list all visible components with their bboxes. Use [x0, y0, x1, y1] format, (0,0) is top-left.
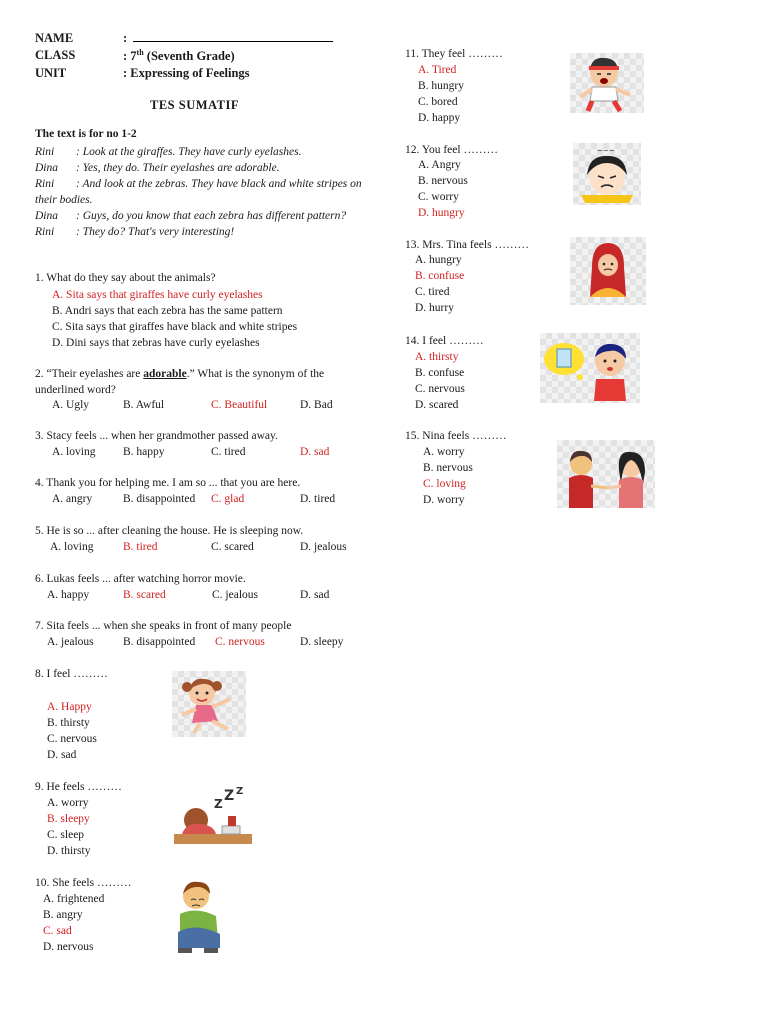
- question-11-options: [418, 62, 464, 126]
- option-a[interactable]: A. Sita says that giraffes have curly eyelashes: [52, 289, 263, 301]
- question-4-options: [52, 491, 335, 507]
- speaker: Dina: [35, 210, 58, 222]
- question-13: 13. Mrs. Tina feels ………: [405, 239, 529, 251]
- dialogue-line: [35, 208, 365, 224]
- question-11: 11. They feel ………: [405, 48, 503, 60]
- question-15-options: [423, 444, 473, 508]
- option-c[interactable]: C. scared: [211, 541, 254, 553]
- speaker: Rini: [35, 146, 55, 158]
- option-d[interactable]: D. Dini says that zebras have curly eyelashes: [52, 337, 260, 349]
- svg-text:~~~: ~~~: [597, 147, 615, 155]
- option-c[interactable]: C. sad: [43, 925, 72, 937]
- option-d[interactable]: D. jealous: [300, 541, 347, 553]
- option-a[interactable]: A. Tired: [418, 64, 457, 76]
- option-b[interactable]: B. angry: [43, 909, 83, 921]
- option-c[interactable]: C. tired: [415, 286, 450, 298]
- option-a[interactable]: A. frightened: [43, 893, 105, 905]
- question-6: 6. Lukas feels ... after watching horror movie.: [35, 573, 246, 585]
- option-d[interactable]: D. nervous: [43, 941, 94, 953]
- question-7-options: [47, 634, 343, 650]
- option-d[interactable]: D. hungry: [418, 207, 465, 219]
- option-a[interactable]: A. loving: [50, 541, 94, 553]
- question-3-options: [52, 444, 329, 460]
- option-b[interactable]: B. disappointed: [123, 636, 196, 648]
- option-c[interactable]: C. nervous: [47, 733, 97, 745]
- option-a[interactable]: A. jealous: [47, 636, 94, 648]
- class-label: CLASS: [35, 48, 76, 62]
- sleepy-boy-illustration: [172, 786, 254, 848]
- question-4: 4. Thank you for helping me. I am so ... that you are here.: [35, 477, 301, 489]
- option-b[interactable]: B. confuse: [415, 367, 465, 379]
- question-13-options: [415, 252, 464, 316]
- option-a[interactable]: A. loving: [52, 446, 96, 458]
- option-c[interactable]: C. loving: [423, 478, 466, 490]
- option-a[interactable]: A. Angry: [418, 159, 461, 171]
- question-8-options: [47, 699, 97, 763]
- option-d[interactable]: D. sleepy: [300, 636, 344, 648]
- svg-text:Z: Z: [236, 786, 244, 797]
- option-c[interactable]: C. tired: [211, 446, 246, 458]
- question-9: 9. He feels ………: [35, 781, 122, 793]
- question-9-options: [47, 795, 90, 859]
- option-c[interactable]: C. nervous: [215, 636, 265, 648]
- option-b[interactable]: B. Andri says that each zebra has the same pattern: [52, 305, 283, 317]
- question-12: 12. You feel ………: [405, 144, 498, 156]
- option-c[interactable]: C. glad: [211, 493, 245, 505]
- class-sup: th: [136, 48, 144, 57]
- option-d[interactable]: D. hurry: [415, 302, 454, 314]
- option-d[interactable]: D. thirsty: [47, 845, 91, 857]
- speaker: Rini: [35, 178, 55, 190]
- question-15: 15. Nina feels ………: [405, 430, 507, 442]
- option-a[interactable]: A. worry: [423, 446, 465, 458]
- line-text: : And look at the zebras. They have black and white stripes on their bodies.: [35, 178, 362, 206]
- question-2-options: [52, 397, 333, 413]
- name-blank-line: [133, 31, 333, 42]
- question-1-options: [52, 287, 297, 351]
- question-1: 1. What do they say about the animals?: [35, 272, 216, 284]
- question-3: 3. Stacy feels ... when her grandmother passed away.: [35, 430, 278, 442]
- option-d[interactable]: D. worry: [423, 494, 465, 506]
- question-8: 8. I feel ………: [35, 668, 108, 680]
- class-value-post: (Seventh Grade): [143, 49, 235, 64]
- passage-heading: The text is for no 1-2: [35, 128, 137, 140]
- page-title: TES SUMATIF: [150, 98, 239, 112]
- option-b[interactable]: B. thirsty: [47, 717, 90, 729]
- option-d[interactable]: D. scared: [415, 399, 459, 411]
- question-10-options: [43, 891, 104, 955]
- unit-label: UNIT: [35, 66, 67, 80]
- option-b[interactable]: B. happy: [123, 446, 165, 458]
- q2-underlined-word: adorable: [143, 368, 187, 380]
- question-7: 7. Sita feels ... when she speaks in front of many people: [35, 620, 292, 632]
- question-14-options: [415, 349, 465, 413]
- sad-boy-illustration: [172, 878, 226, 954]
- class-row: [35, 48, 235, 64]
- option-d[interactable]: D. sad: [47, 749, 77, 761]
- option-a[interactable]: A. angry: [52, 493, 93, 505]
- svg-text:Z: Z: [224, 788, 235, 804]
- question-10: 10. She feels ………: [35, 877, 132, 889]
- dialogue-line: [35, 224, 365, 240]
- question-12-options: [418, 157, 468, 221]
- line-text: : Yes, they do. Their eyelashes are adorable.: [76, 162, 280, 174]
- name-label: NAME: [35, 31, 74, 45]
- option-b[interactable]: B. confuse: [415, 270, 465, 282]
- line-text: : They do? That's very interesting!: [76, 226, 235, 238]
- option-a[interactable]: A. Ugly: [52, 399, 90, 411]
- tired-boy-illustration: [570, 53, 644, 113]
- line-text: : Guys, do you know that each zebra has different pattern?: [76, 210, 347, 222]
- option-b[interactable]: B. nervous: [423, 462, 473, 474]
- speaker: Dina: [35, 162, 58, 174]
- option-c[interactable]: C. Beautiful: [211, 399, 268, 411]
- speaker: Rini: [35, 226, 55, 238]
- confused-woman-illustration: [570, 237, 646, 305]
- option-c[interactable]: C. bored: [418, 96, 458, 108]
- option-b[interactable]: B. sleepy: [47, 813, 90, 825]
- option-d[interactable]: D. Bad: [300, 399, 333, 411]
- thirsty-boy-illustration: [540, 333, 640, 403]
- option-a[interactable]: A. worry: [47, 797, 89, 809]
- dialogue-line: [35, 160, 365, 176]
- happy-girl-illustration: [172, 671, 246, 737]
- option-b[interactable]: B. Awful: [123, 399, 165, 411]
- option-b[interactable]: B. hungry: [418, 80, 464, 92]
- option-c[interactable]: C. Sita says that giraffes have black and white stripes: [52, 321, 298, 333]
- option-b[interactable]: B. tired: [123, 541, 158, 553]
- q2-pre: 2. “Their eyelashes are: [35, 368, 144, 380]
- loving-couple-illustration: [557, 440, 655, 508]
- option-a[interactable]: A. thirsty: [415, 351, 459, 363]
- question-5: 5. He is so ... after cleaning the house. He is sleeping now.: [35, 525, 304, 537]
- dialogue-line: [35, 144, 365, 160]
- class-value-pre: : 7: [123, 49, 137, 64]
- svg-text:Z: Z: [214, 797, 223, 811]
- option-c[interactable]: C. worry: [418, 191, 459, 203]
- option-d[interactable]: D. happy: [418, 112, 461, 124]
- hungry-girl-illustration: [573, 143, 641, 205]
- option-a[interactable]: A. Happy: [47, 701, 92, 713]
- line-text: : Look at the giraffes. They have curly eyelashes.: [76, 146, 302, 158]
- dialogue-line: [35, 176, 365, 208]
- option-d[interactable]: D. tired: [300, 493, 336, 505]
- option-d[interactable]: D. sad: [300, 589, 330, 601]
- option-b[interactable]: B. scared: [123, 589, 166, 601]
- question-5-options: [50, 539, 347, 555]
- option-c[interactable]: C. sleep: [47, 829, 85, 841]
- option-a[interactable]: A. hungry: [415, 254, 462, 266]
- q2-post: .” What is the synonym of the underlined word?: [35, 368, 325, 396]
- name-row: [35, 31, 333, 46]
- option-d[interactable]: D. sad: [300, 446, 330, 458]
- name-sep: :: [123, 31, 128, 45]
- unit-row: [35, 66, 250, 81]
- question-6-options: [47, 587, 329, 603]
- class-value: [123, 48, 235, 64]
- option-a[interactable]: A. happy: [47, 589, 90, 601]
- option-c[interactable]: C. nervous: [415, 383, 465, 395]
- question-14: 14. I feel ………: [405, 335, 484, 347]
- unit-value: : Expressing of Feelings: [123, 66, 250, 80]
- option-b[interactable]: B. nervous: [418, 175, 468, 187]
- question-2: [35, 366, 365, 398]
- option-b[interactable]: B. disappointed: [123, 493, 196, 505]
- dialogue: [35, 144, 365, 240]
- option-c[interactable]: C. jealous: [212, 589, 258, 601]
